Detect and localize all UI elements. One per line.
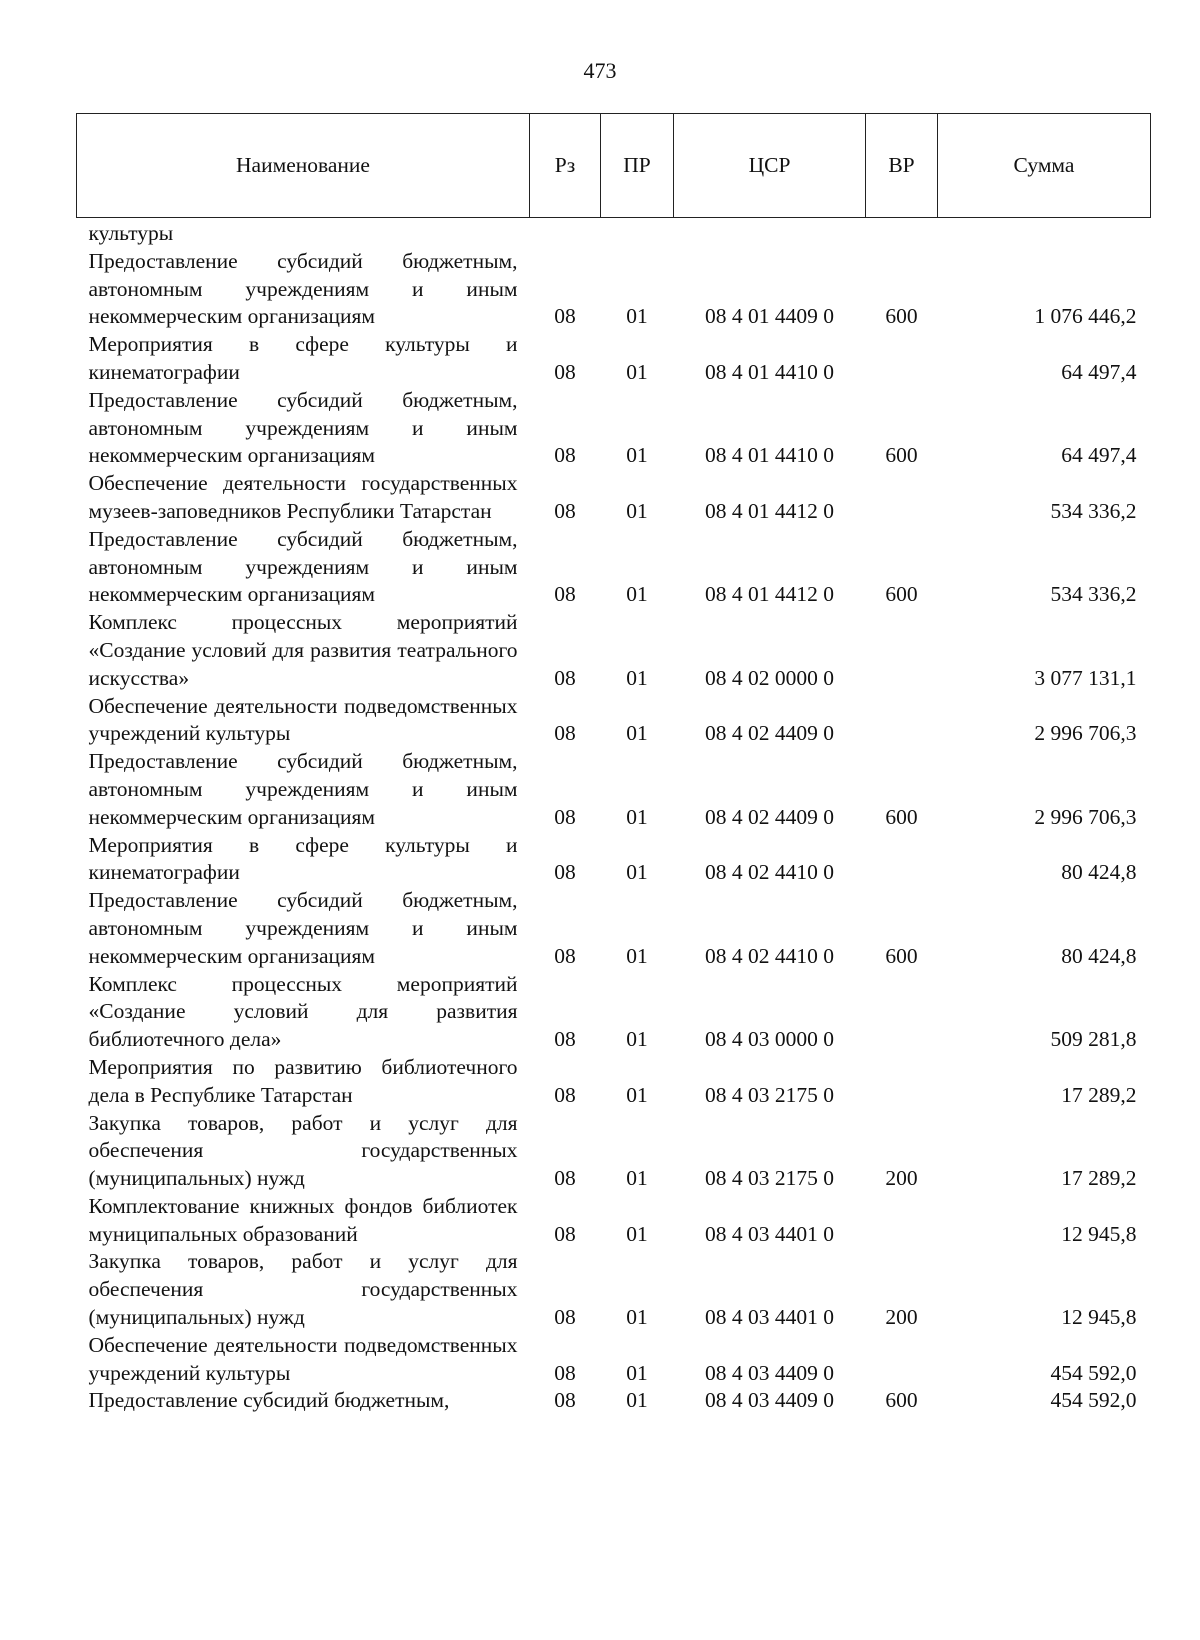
- cell-vr: [866, 1193, 938, 1249]
- cell-pr: 01: [626, 498, 648, 523]
- cell-name: Закупка товаров, работ и услуг для обеспечения государственных (муниципальных) нужд: [88, 1249, 518, 1330]
- table-row: [77, 387, 1151, 470]
- cell-rz: 08: [554, 359, 576, 384]
- cell-vr: [866, 971, 938, 1054]
- header-name: Наименование: [77, 114, 530, 218]
- cell-name: Мероприятия в сфере культуры и кинематографии: [88, 332, 518, 384]
- budget-table: [76, 113, 1151, 1415]
- cell-rz: 08: [554, 582, 576, 607]
- cell-sum: 2 996 706,3: [1034, 804, 1137, 829]
- table-row: [77, 1054, 1151, 1110]
- cell-vr: 200: [885, 1166, 918, 1191]
- cell-sum: 80 424,8: [1061, 943, 1137, 968]
- cell-pr: 01: [626, 1305, 648, 1330]
- table-row: [77, 1110, 1151, 1193]
- cell-csr: [674, 218, 866, 248]
- table-body: [77, 218, 1151, 1416]
- cell-csr: 08 4 03 2175 0: [705, 1166, 834, 1191]
- cell-rz: 08: [554, 1082, 576, 1107]
- cell-rz: 08: [554, 665, 576, 690]
- cell-name: Предоставление субсидий бюджетным,: [88, 1388, 450, 1413]
- cell-pr: 01: [626, 1082, 648, 1107]
- cell-vr: [866, 331, 938, 387]
- cell-csr: 08 4 03 2175 0: [705, 1082, 834, 1107]
- cell-vr: 600: [885, 443, 918, 468]
- cell-csr: 08 4 02 0000 0: [705, 665, 834, 690]
- cell-csr: 08 4 01 4412 0: [705, 582, 834, 607]
- cell-name: Закупка товаров, работ и услуг для обеспечения государственных (муниципальных) нужд: [88, 1110, 518, 1191]
- cell-vr: 600: [885, 582, 918, 607]
- cell-pr: 01: [626, 1388, 648, 1413]
- cell-pr: 01: [626, 665, 648, 690]
- cell-rz: 08: [554, 1360, 576, 1385]
- cell-sum: 17 289,2: [1061, 1082, 1137, 1107]
- cell-rz: 08: [554, 1027, 576, 1052]
- cell-vr: [866, 1054, 938, 1110]
- cell-name: Обеспечение деятельности государственных музеев-заповедников Республики Татарстан: [88, 471, 518, 523]
- cell-sum: 454 592,0: [1050, 1360, 1137, 1385]
- cell-pr: 01: [626, 1027, 648, 1052]
- cell-sum: 64 497,4: [1061, 359, 1137, 384]
- page-number: 473: [583, 58, 617, 83]
- cell-csr: 08 4 03 4409 0: [705, 1360, 834, 1385]
- cell-vr: 600: [885, 1388, 918, 1413]
- cell-vr: 600: [885, 304, 918, 329]
- table-row: [77, 526, 1151, 609]
- cell-sum: 80 424,8: [1061, 860, 1137, 885]
- table-row: [77, 748, 1151, 831]
- table-row: [77, 609, 1151, 692]
- cell-sum: [938, 218, 1151, 248]
- cell-csr: 08 4 01 4410 0: [705, 359, 834, 384]
- cell-rz: 08: [554, 1388, 576, 1413]
- cell-sum: 1 076 446,2: [1034, 304, 1137, 329]
- table-row: [77, 1193, 1151, 1249]
- cell-rz: 08: [554, 804, 576, 829]
- cell-rz: 08: [554, 443, 576, 468]
- cell-vr: [866, 609, 938, 692]
- cell-pr: 01: [626, 860, 648, 885]
- table-row: [77, 248, 1151, 331]
- cell-csr: 08 4 03 4401 0: [705, 1221, 834, 1246]
- cell-csr: 08 4 02 4409 0: [705, 721, 834, 746]
- cell-sum: 454 592,0: [1050, 1388, 1137, 1413]
- cell-sum: 534 336,2: [1050, 498, 1137, 523]
- cell-sum: 12 945,8: [1061, 1221, 1137, 1246]
- cell-pr: 01: [626, 721, 648, 746]
- table-row: [77, 887, 1151, 970]
- header-pr: ПР: [601, 114, 674, 218]
- cell-name: Комплектование книжных фондов библиотек муниципальных образований: [88, 1193, 518, 1246]
- cell-vr: [866, 832, 938, 888]
- cell-name: Мероприятия в сфере культуры и кинематографии: [88, 832, 518, 885]
- cell-pr: 01: [626, 804, 648, 829]
- table-row: [77, 331, 1151, 387]
- cell-sum: 17 289,2: [1061, 1166, 1137, 1191]
- cell-rz: [530, 218, 601, 248]
- table-row: [77, 470, 1151, 526]
- header-csr: ЦСР: [674, 114, 866, 218]
- cell-rz: 08: [554, 1305, 576, 1330]
- cell-name: Комплекс процессных мероприятий «Создание условий для развития театрального искусства»: [88, 610, 518, 690]
- cell-vr: [866, 1332, 938, 1388]
- cell-pr: 01: [626, 1221, 648, 1246]
- cell-rz: 08: [554, 943, 576, 968]
- cell-pr: 01: [626, 443, 648, 468]
- cell-rz: 08: [554, 304, 576, 329]
- header-sum: Сумма: [938, 114, 1151, 218]
- cell-rz: 08: [554, 860, 576, 885]
- cell-name: Предоставление субсидий бюджетным, автономным учреждениям и иным некоммерческим организациям: [88, 749, 518, 829]
- table-row: [77, 1332, 1151, 1388]
- cell-rz: 08: [554, 1221, 576, 1246]
- cell-name: Предоставление субсидий бюджетным, автономным учреждениям и иным некоммерческим организациям: [88, 387, 518, 468]
- cell-pr: 01: [626, 943, 648, 968]
- cell-csr: 08 4 01 4409 0: [705, 304, 834, 329]
- table-row: [77, 832, 1151, 888]
- cell-sum: 3 077 131,1: [1034, 665, 1137, 690]
- cell-sum: 64 497,4: [1061, 443, 1137, 468]
- cell-sum: 509 281,8: [1050, 1027, 1137, 1052]
- cell-name: Обеспечение деятельности подведомственных учреждений культуры: [88, 1332, 518, 1385]
- cell-pr: 01: [626, 582, 648, 607]
- cell-csr: 08 4 03 4409 0: [705, 1388, 834, 1413]
- cell-vr: [866, 218, 938, 248]
- cell-csr: 08 4 01 4412 0: [705, 498, 834, 523]
- table-row: [77, 1248, 1151, 1331]
- table-row: [77, 971, 1151, 1054]
- cell-vr: [866, 470, 938, 526]
- cell-sum: 2 996 706,3: [1034, 721, 1137, 746]
- cell-pr: 01: [626, 1166, 648, 1191]
- table-row: [77, 218, 1151, 248]
- cell-vr: 600: [885, 943, 918, 968]
- cell-csr: 08 4 02 4410 0: [705, 943, 834, 968]
- cell-name: Предоставление субсидий бюджетным, автономным учреждениям и иным некоммерческим организациям: [88, 248, 518, 329]
- cell-rz: 08: [554, 721, 576, 746]
- cell-vr: [866, 693, 938, 749]
- cell-rz: 08: [554, 498, 576, 523]
- cell-pr: 01: [626, 359, 648, 384]
- cell-name: Предоставление субсидий бюджетным, автономным учреждениям и иным некоммерческим организациям: [88, 526, 518, 607]
- table-row: [77, 1387, 1151, 1415]
- cell-sum: 534 336,2: [1050, 582, 1137, 607]
- table-row: [77, 693, 1151, 749]
- cell-name: Мероприятия по развитию библиотечного дела в Республике Татарстан: [88, 1054, 518, 1107]
- table-header: [77, 114, 1151, 218]
- header-vr: ВР: [866, 114, 938, 218]
- cell-sum: 12 945,8: [1061, 1305, 1137, 1330]
- cell-name: Предоставление субсидий бюджетным, автономным учреждениям и иным некоммерческим организациям: [88, 888, 518, 968]
- cell-pr: [601, 218, 674, 248]
- cell-csr: 08 4 03 4401 0: [705, 1305, 834, 1330]
- cell-pr: 01: [626, 304, 648, 329]
- cell-name: культуры: [88, 221, 174, 245]
- cell-vr: 200: [885, 1305, 918, 1330]
- header-rz: Рз: [530, 114, 601, 218]
- cell-csr: 08 4 03 0000 0: [705, 1027, 834, 1052]
- cell-name: Комплекс процессных мероприятий «Создание условий для развития библиотечного дела»: [88, 971, 518, 1052]
- cell-pr: 01: [626, 1360, 648, 1385]
- cell-csr: 08 4 02 4409 0: [705, 804, 834, 829]
- cell-vr: 600: [885, 804, 918, 829]
- cell-rz: 08: [554, 1166, 576, 1191]
- cell-csr: 08 4 02 4410 0: [705, 860, 834, 885]
- cell-name: Обеспечение деятельности подведомственных учреждений культуры: [88, 693, 518, 746]
- cell-csr: 08 4 01 4410 0: [705, 443, 834, 468]
